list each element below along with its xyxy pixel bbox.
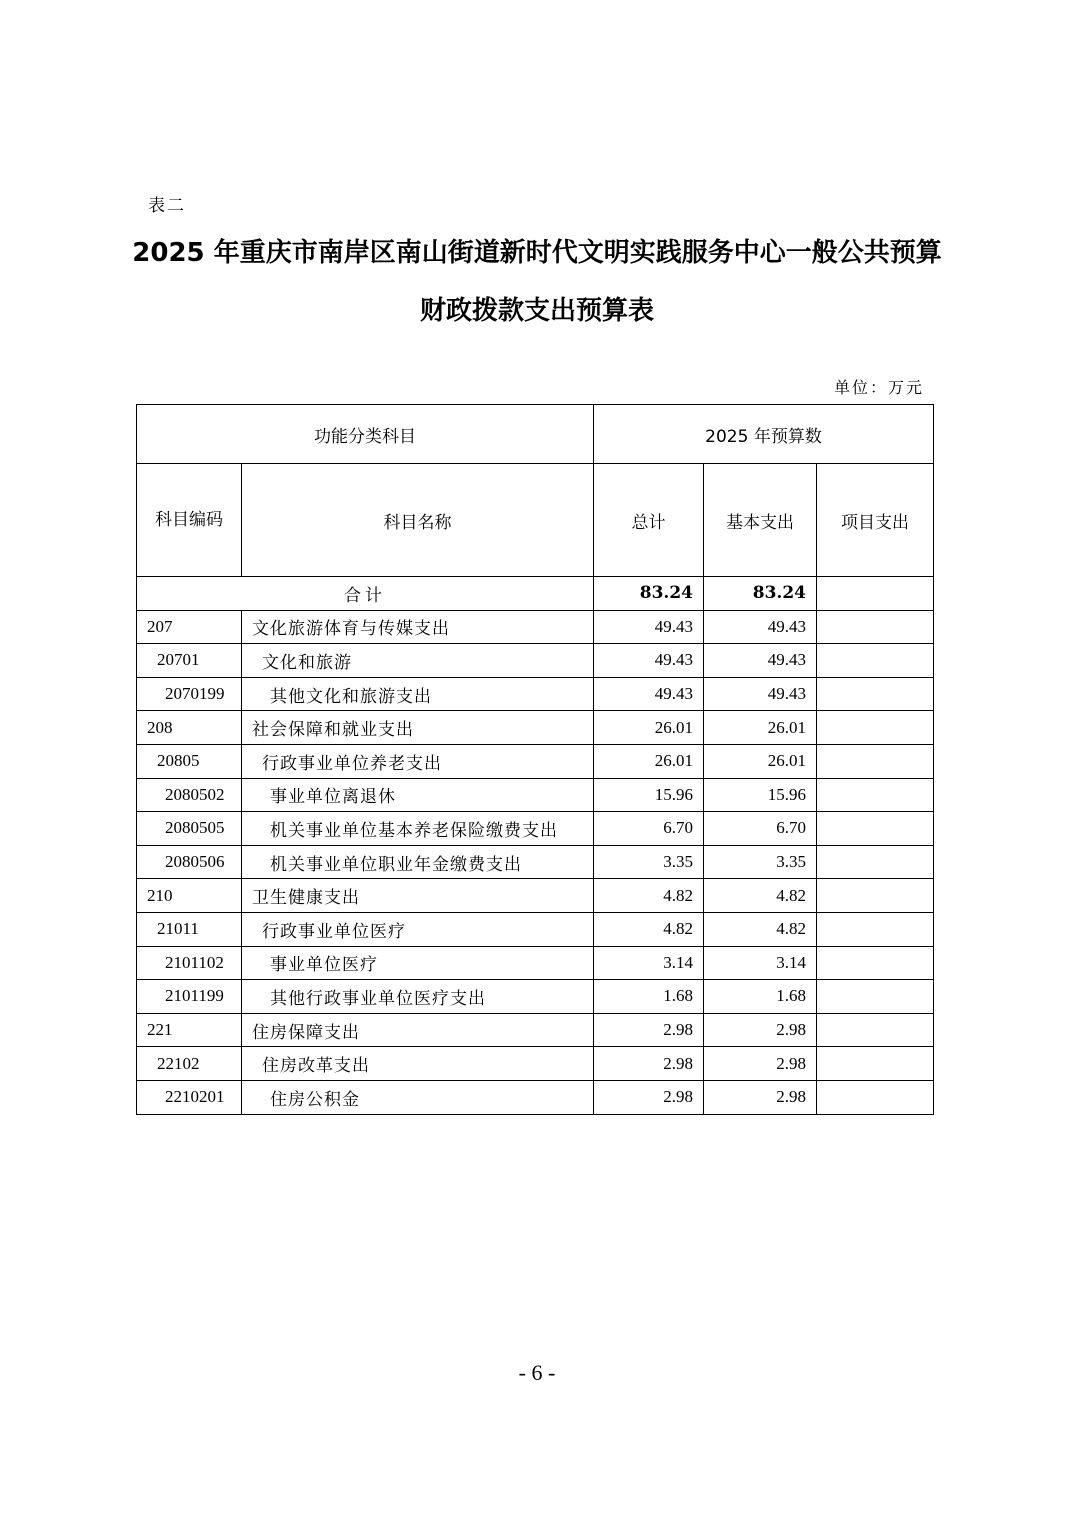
row-total: 49.43: [594, 677, 704, 711]
row-name: 住房保障支出: [242, 1013, 594, 1047]
row-name: 社会保障和就业支出: [242, 711, 594, 745]
table-row: [137, 912, 934, 946]
row-name: 其他文化和旅游支出: [242, 677, 594, 711]
row-project: [817, 946, 934, 980]
row-project: [817, 912, 934, 946]
row-total: 49.43: [594, 644, 704, 678]
row-project: [817, 744, 934, 778]
row-total: 3.14: [594, 946, 704, 980]
row-code: 2080505: [137, 812, 242, 846]
row-basic: 15.96: [704, 778, 817, 812]
unit-label: 单位：万元: [833, 378, 924, 397]
row-total: 49.43: [594, 610, 704, 644]
row-name: 卫生健康支出: [242, 879, 594, 913]
total-row: [137, 577, 934, 611]
row-code: 20805: [137, 744, 242, 778]
budget-table: [136, 404, 934, 1115]
row-code: 21011: [137, 912, 242, 946]
row-code: 208: [137, 711, 242, 745]
table-row: [137, 711, 934, 745]
row-total: 2.98: [594, 1047, 704, 1081]
row-name: 行政事业单位医疗: [242, 912, 594, 946]
row-code: 2080502: [137, 778, 242, 812]
table-row: [137, 644, 934, 678]
group-header-row: [137, 405, 934, 464]
row-basic: 2.98: [704, 1013, 817, 1047]
row-project: [817, 644, 934, 678]
row-total: 2.98: [594, 1080, 704, 1114]
row-basic: 26.01: [704, 711, 817, 745]
row-total: 2.98: [594, 1013, 704, 1047]
row-basic: 2.98: [704, 1080, 817, 1114]
row-name: 文化旅游体育与传媒支出: [242, 610, 594, 644]
row-total: 3.35: [594, 845, 704, 879]
row-name: 事业单位离退休: [242, 778, 594, 812]
row-project: [817, 677, 934, 711]
total-row-total: 83.24: [594, 577, 704, 611]
row-name: 机关事业单位职业年金缴费支出: [242, 845, 594, 879]
row-name: 机关事业单位基本养老保险缴费支出: [242, 812, 594, 846]
table-row: [137, 845, 934, 879]
row-name: 其他行政事业单位医疗支出: [242, 980, 594, 1014]
total-column-header: 总计: [594, 464, 704, 577]
row-total: 26.01: [594, 711, 704, 745]
row-total: 4.82: [594, 912, 704, 946]
row-total: 15.96: [594, 778, 704, 812]
row-basic: 26.01: [704, 744, 817, 778]
total-row-label: 合计: [137, 577, 594, 611]
row-code: 2070199: [137, 677, 242, 711]
table-row: [137, 1047, 934, 1081]
row-basic: 2.98: [704, 1047, 817, 1081]
table-row: [137, 812, 934, 846]
row-name: 住房改革支出: [242, 1047, 594, 1081]
row-code: 221: [137, 1013, 242, 1047]
row-code: 2210201: [137, 1080, 242, 1114]
table-row: [137, 610, 934, 644]
column-header-row: [137, 464, 934, 577]
row-project: [817, 1013, 934, 1047]
row-project: [817, 610, 934, 644]
row-project: [817, 980, 934, 1014]
row-project: [817, 845, 934, 879]
code-column-header: 科目编码: [137, 464, 242, 577]
row-code: 2080506: [137, 845, 242, 879]
row-total: 4.82: [594, 879, 704, 913]
row-project: [817, 812, 934, 846]
row-basic: 1.68: [704, 980, 817, 1014]
row-code: 210: [137, 879, 242, 913]
name-column-header: 科目名称: [242, 464, 594, 577]
table-row: [137, 778, 934, 812]
row-total: 1.68: [594, 980, 704, 1014]
row-basic: 49.43: [704, 644, 817, 678]
row-project: [817, 778, 934, 812]
row-name: 住房公积金: [242, 1080, 594, 1114]
row-code: 22102: [137, 1047, 242, 1081]
page-number: - 6 -: [518, 1360, 556, 1385]
row-basic: 3.14: [704, 946, 817, 980]
row-project: [817, 879, 934, 913]
row-basic: 4.82: [704, 879, 817, 913]
document-title: 2025 年重庆市南岸区南山街道新时代文明实践服务中心一般公共预算: [132, 238, 942, 268]
basic-column-header: 基本支出: [704, 464, 817, 577]
row-project: [817, 1047, 934, 1081]
row-basic: 6.70: [704, 812, 817, 846]
row-basic: 3.35: [704, 845, 817, 879]
table-row: [137, 1013, 934, 1047]
row-code: 2101199: [137, 980, 242, 1014]
row-project: [817, 711, 934, 745]
table-row: [137, 879, 934, 913]
row-name: 事业单位医疗: [242, 946, 594, 980]
row-basic: 49.43: [704, 677, 817, 711]
total-row-project: [817, 577, 934, 611]
budget-year-header: 2025 年预算数: [594, 405, 934, 464]
row-code: 2101102: [137, 946, 242, 980]
table-label: 表二: [148, 196, 186, 216]
table-row: [137, 980, 934, 1014]
row-code: 207: [137, 610, 242, 644]
row-code: 20701: [137, 644, 242, 678]
total-row-basic: 83.24: [704, 577, 817, 611]
row-total: 6.70: [594, 812, 704, 846]
row-project: [817, 1080, 934, 1114]
row-total: 26.01: [594, 744, 704, 778]
project-column-header: 项目支出: [817, 464, 934, 577]
row-name: 行政事业单位养老支出: [242, 744, 594, 778]
table-row: [137, 946, 934, 980]
document-subtitle: 财政拨款支出预算表: [419, 296, 654, 326]
row-name: 文化和旅游: [242, 644, 594, 678]
table-row: [137, 1080, 934, 1114]
row-basic: 4.82: [704, 912, 817, 946]
functional-category-header: 功能分类科目: [137, 405, 594, 464]
table-row: [137, 677, 934, 711]
table-row: [137, 744, 934, 778]
row-basic: 49.43: [704, 610, 817, 644]
